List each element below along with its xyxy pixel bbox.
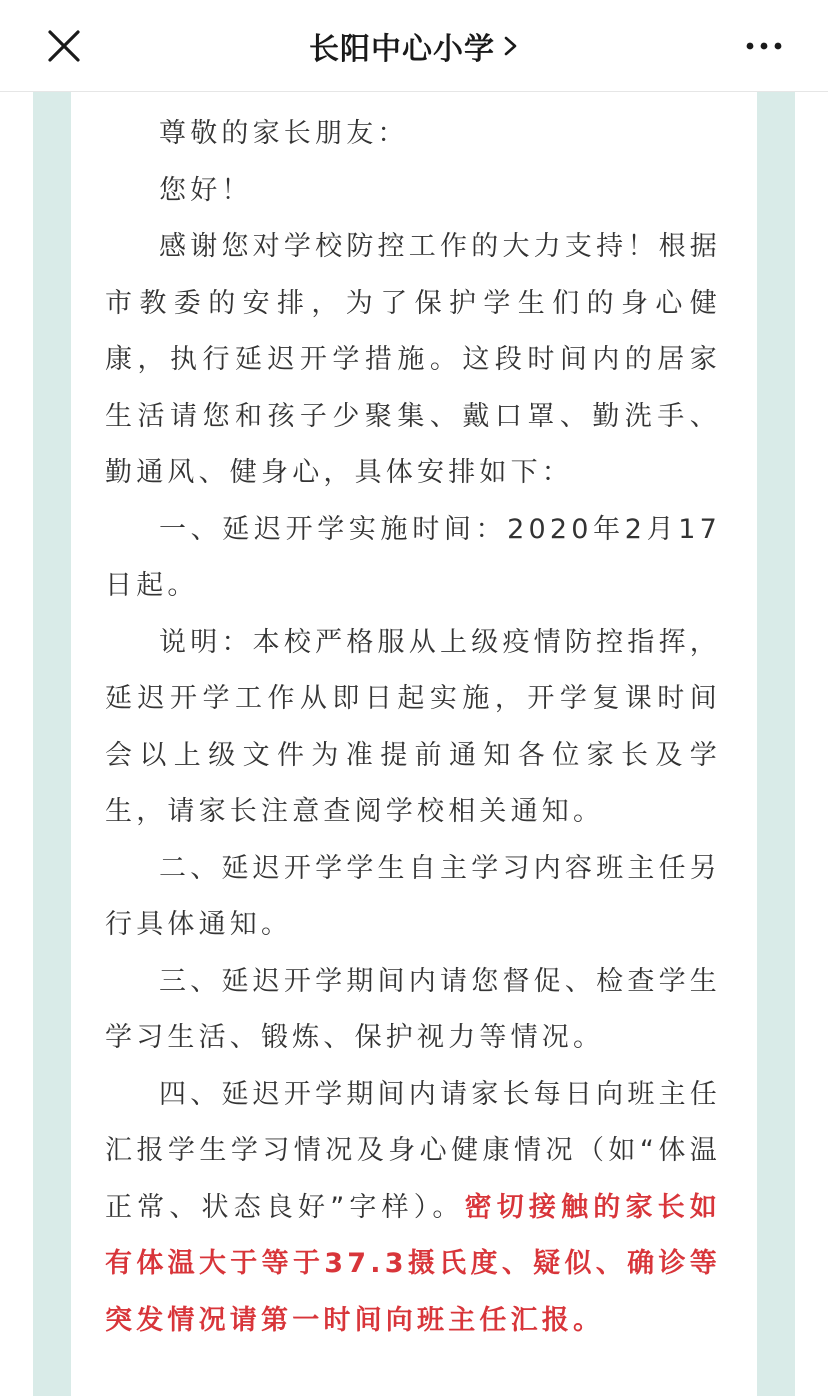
hello-line: 您好！ (159, 174, 253, 206)
more-icon (744, 30, 784, 62)
item-1-paragraph: 一、延迟开学实施时间：2020年2月17日起。 (105, 513, 721, 601)
article-content (105, 106, 721, 1349)
left-side-panel (33, 92, 71, 1396)
item-2-paragraph: 二、延迟开学学生自主学习内容班主任另行具体通知。 (105, 852, 721, 940)
note-paragraph: 说明：本校严格服从上级疫情防控指挥，延迟开学工作从即日起实施，开学复课时间会以上级文件为准提前通知各位家长及学生，请家长注意查阅学校相关通知。 (105, 626, 721, 827)
article-paper (71, 92, 757, 1396)
item-3-paragraph: 三、延迟开学期间内请您督促、检查学生学习生活、锻炼、保护视力等情况。 (105, 965, 721, 1053)
account-title-link[interactable] (0, 0, 828, 92)
top-bar (0, 0, 828, 92)
more-button[interactable] (744, 30, 784, 62)
intro-paragraph: 感谢您对学校防控工作的大力支持！根据市教委的安排，为了保护学生们的身心健康，执行延迟开学措施。这段时间内的居家生活请您和孩子少聚集、戴口罩、勤洗手、勤通风、健身心，具体安排如下： (105, 231, 721, 488)
item-4-highlight: 密切接触的家长如有体温大于等于37.3摄氏度、疑似、确诊等突发情况请第一时间向班主任汇报。 (105, 1191, 721, 1336)
right-side-panel (757, 92, 795, 1396)
item-4-text: 四、延迟开学期间内请家长每日向班主任汇报学生学习情况及身心健康情况（如“体温正常、状态良好”字样）。 (105, 1078, 721, 1223)
page-title: 长阳中心小学 (309, 32, 495, 67)
item-4-paragraph (105, 1067, 721, 1350)
chevron-right-icon (503, 32, 519, 60)
greeting-line: 尊敬的家长朋友： (159, 118, 409, 149)
